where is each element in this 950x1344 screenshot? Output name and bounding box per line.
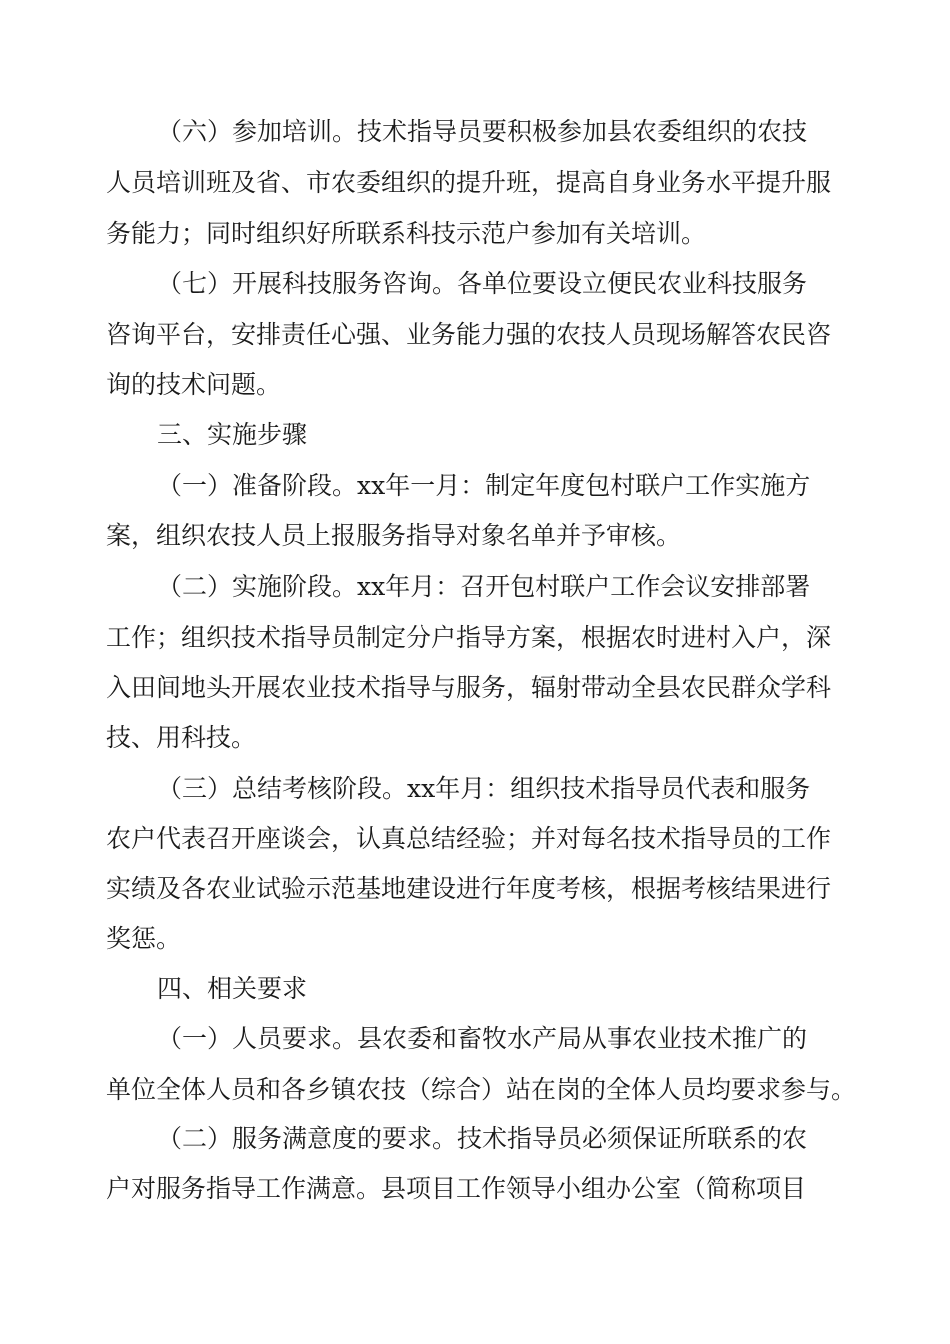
requirement-1-line-1: （一）人员要求。县农委和畜牧水产局从事农业技术推广的: [157, 1024, 808, 1053]
step-1-line-1: （一）准备阶段。xx年一月：制定年度包村联户工作实施方: [157, 471, 811, 500]
step-3-line-2: 农户代表召开座谈会，认真总结经验；并对每名技术指导员的工作: [106, 824, 832, 853]
step-2-line-3: 入田间地头开展农业技术指导与服务，辐射带动全县农民群众学科: [106, 673, 832, 702]
paragraph-7-line-3: 询的技术问题。: [106, 370, 282, 399]
requirement-2-line-2: 户对服务指导工作满意。县项目工作领导小组办公室（简称项目: [106, 1174, 807, 1203]
paragraph-6-line-1: （六）参加培训。技术指导员要积极参加县农委组织的农技: [157, 117, 808, 146]
requirement-1-line-2: 单位全体人员和各乡镇农技（综合）站在岗的全体人员均要求参与。: [106, 1075, 857, 1104]
section-3-heading: 三、实施步骤: [157, 420, 308, 449]
step-2-line-2: 工作；组织技术指导员制定分户指导方案，根据农时进村入户，深: [106, 623, 832, 652]
section-4-heading: 四、相关要求: [157, 974, 308, 1003]
paragraph-7-line-2: 咨询平台，安排责任心强、业务能力强的农技人员现场解答农民咨: [106, 320, 832, 349]
step-3-line-3: 实绩及各农业试验示范基地建设进行年度考核，根据考核结果进行: [106, 874, 832, 903]
step-2-line-4: 技、用科技。: [106, 723, 257, 752]
step-3-line-1: （三）总结考核阶段。xx年月：组织技术指导员代表和服务: [157, 774, 811, 803]
paragraph-7-line-1: （七）开展科技服务咨询。各单位要设立便民农业科技服务: [157, 269, 808, 298]
paragraph-6-line-2: 人员培训班及省、市农委组织的提升班，提高自身业务水平提升服: [106, 168, 832, 197]
step-3-line-4: 奖惩。: [106, 924, 182, 953]
requirement-2-line-1: （二）服务满意度的要求。技术指导员必须保证所联系的农: [157, 1124, 808, 1153]
step-1-line-2: 案，组织农技人员上报服务指导对象名单并予审核。: [106, 521, 682, 550]
step-2-line-1: （二）实施阶段。xx年月：召开包村联户工作会议安排部署: [157, 572, 811, 601]
paragraph-6-line-3: 务能力；同时组织好所联系科技示范户参加有关培训。: [106, 219, 707, 248]
